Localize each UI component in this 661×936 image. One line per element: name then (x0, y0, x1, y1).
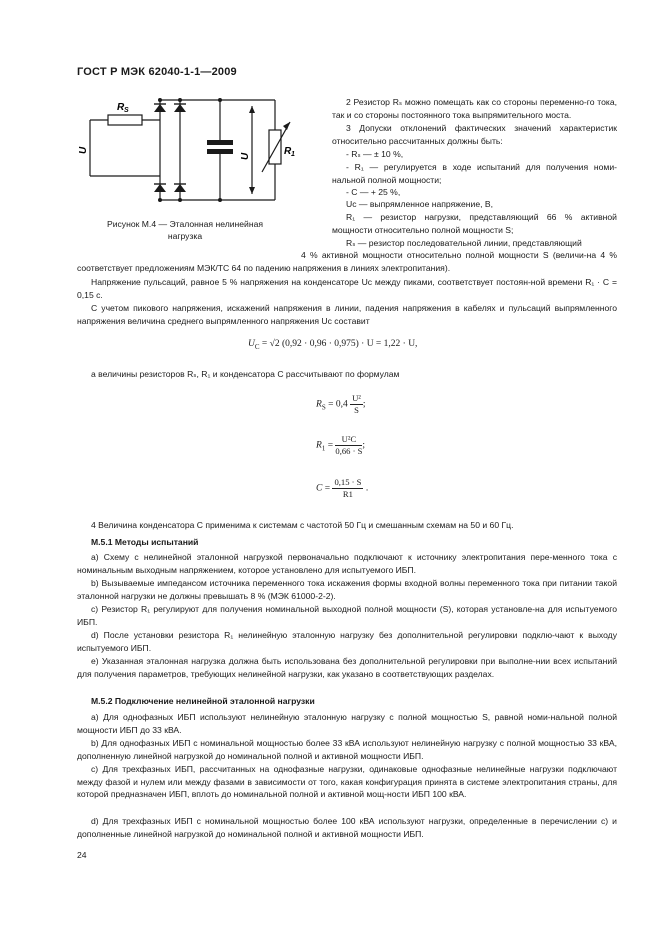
note-4: 4 Величина конденсатора С применима к системам с частотой 50 Гц и смешанным схемам на 50 и 60 Гц. (91, 520, 514, 530)
figure-caption: Рисунок М.4 — Эталонная нелинейная нагрузка (106, 219, 264, 241)
m52-item-c: c) Для трехфазных ИБП, рассчитанных на однофазные нагрузки, одинаковые однофазные нелинейные нагрузки подключают между фазой и нулем или между фазами в зависимости от того, какая конфигурация принята в системе электропитания страны, для которой предназначен ИБП, вплоть до номинальной полной и активной мощ-ности ИБП 100 кВА. (77, 764, 617, 800)
para-peak: С учетом пикового напряжения, искажений напряжения в линии, падения напряжения в кабелях и пульсаций выпрямленного напряжения величина среднего выпрямленного напряжения Uᴄ составит (77, 303, 617, 326)
resistor-r1 (269, 130, 281, 164)
label-rs: R (117, 102, 125, 113)
document-header: ГОСТ Р МЭК 62040-1-1—2009 (77, 66, 237, 78)
label-r1: R (284, 146, 292, 157)
def-r1: R₁ — резистор нагрузки, представляющий 66 % активной мощности относительно полной мощности S; (332, 212, 617, 235)
para-values: а величины резисторов Rₛ, R₁ и конденсатора С рассчитывают по формулам (91, 369, 400, 379)
label-rs-sub: S (124, 107, 129, 114)
m51-item-c: c) Резистор R₁ регулируют для получения номинальной выходной полной мощности (S), которая установле-на для испытуемого ИБП. (77, 604, 617, 627)
m51-item-d: d) После установки резистора R₁ нелинейную эталонную нагрузку без дополнительной регулировки подклю-чают к выходу испытуемого ИБП. (77, 630, 617, 653)
formula-uc: $U_C = √2$ (0,92 · 0,96 · 0,975) · U = 1,22 · U, (248, 339, 418, 351)
formula-r1: $R_1$ = $\frac{\text{U²C}}{0,66 \cdot S}$ ; (316, 434, 366, 456)
section-m51-title: М.5.1 Методы испытаний (91, 537, 199, 547)
tolerance-r1: - R₁ — регулируется в ходе испытаний для получения номи-нальной полной мощности; (332, 162, 617, 185)
note-2: 2 Резистор Rₛ можно помещать как со стороны переменно-го тока, так и со стороны постоянного тока выпрямительного моста. (332, 97, 617, 120)
section-m52-title: М.5.2 Подключение нелинейной эталонной нагрузки (91, 696, 315, 706)
label-r1-sub: 1 (291, 151, 295, 158)
m51-item-e: e) Указанная эталонная нагрузка должна быть использована без дополнительной регулировки при выполне-нии всех испытаний для получения параметров, требующих нелинейной нагрузки, как указано в соответствующих разделах. (77, 656, 617, 679)
tolerance-c: - С — + 25 %, (346, 187, 401, 197)
m52-item-b: b) Для однофазных ИБП с номинальной мощностью более 33 кВА используют нелинейную нагрузку с полной мощностью 33 кВА, дополненную линейной нагрузкой до номинальной полной и активной мощности ИБП. (77, 738, 617, 761)
def-rs-continued: 4 % активной мощности относительно полной мощности S (величи-на 4 % соответствует предложениям МЭК/ТС 64 по падению напряжения в линиях электропитания). (77, 250, 617, 273)
label-uc: U (240, 152, 251, 160)
def-rs: Rₛ — резистор последовательной линии, представляющий (346, 238, 582, 248)
m51-item-b: b) Вызываемые импедансом источника переменного тока искажения формы входной волны переменного тока при питании такой эталонной нагрузки не должны превышать 8 % (МЭК 61000-2-2). (77, 578, 617, 601)
capacitor (207, 140, 233, 154)
para-ripple: Напряжение пульсаций, равное 5 % напряжения на конденсаторе Uᴄ между пиками, соответствует постоян-ной времени R₁ · С = 0,15 с. (77, 277, 617, 300)
m51-item-a: a) Схему с нелинейной эталонной нагрузкой первоначально подключают к источнику электропитания пере-менного тока с номинальным выходным напряжением, которое установлено для испытуемого ИБП. (77, 552, 617, 575)
resistor-rs (108, 115, 142, 125)
tolerance-rs: - Rₛ — ± 10 %, (346, 149, 404, 159)
label-u: U (78, 146, 89, 154)
m52-item-d: d) Для трехфазных ИБП с номинальной мощностью более 100 кВА используют нагрузки, определенные в перечислении с) и дополненные линейной нагрузкой до номинальной полной и активной мощности ИБП. (77, 816, 617, 839)
formula-rs: $R_S = 0,4$ $\frac{\text{U²}}{S}$ ; (316, 393, 366, 415)
formula-c: C = $\frac{0,15 \cdot S}{R1}$ . (316, 477, 369, 499)
note-3: 3 Допуски отклонений фактических значений характеристик относительно рассчитанных должны быть: (332, 123, 617, 146)
page-number: 24 (77, 850, 87, 860)
m52-item-a: a) Для однофазных ИБП используют нелинейную эталонную нагрузку с полной мощностью S, равной номи-нальной полной мощности ИБП до 33 кВА. (77, 712, 617, 735)
def-uc: Uᴄ — выпрямленное напряжение, В, (346, 199, 494, 209)
circuit-diagram (80, 92, 305, 210)
